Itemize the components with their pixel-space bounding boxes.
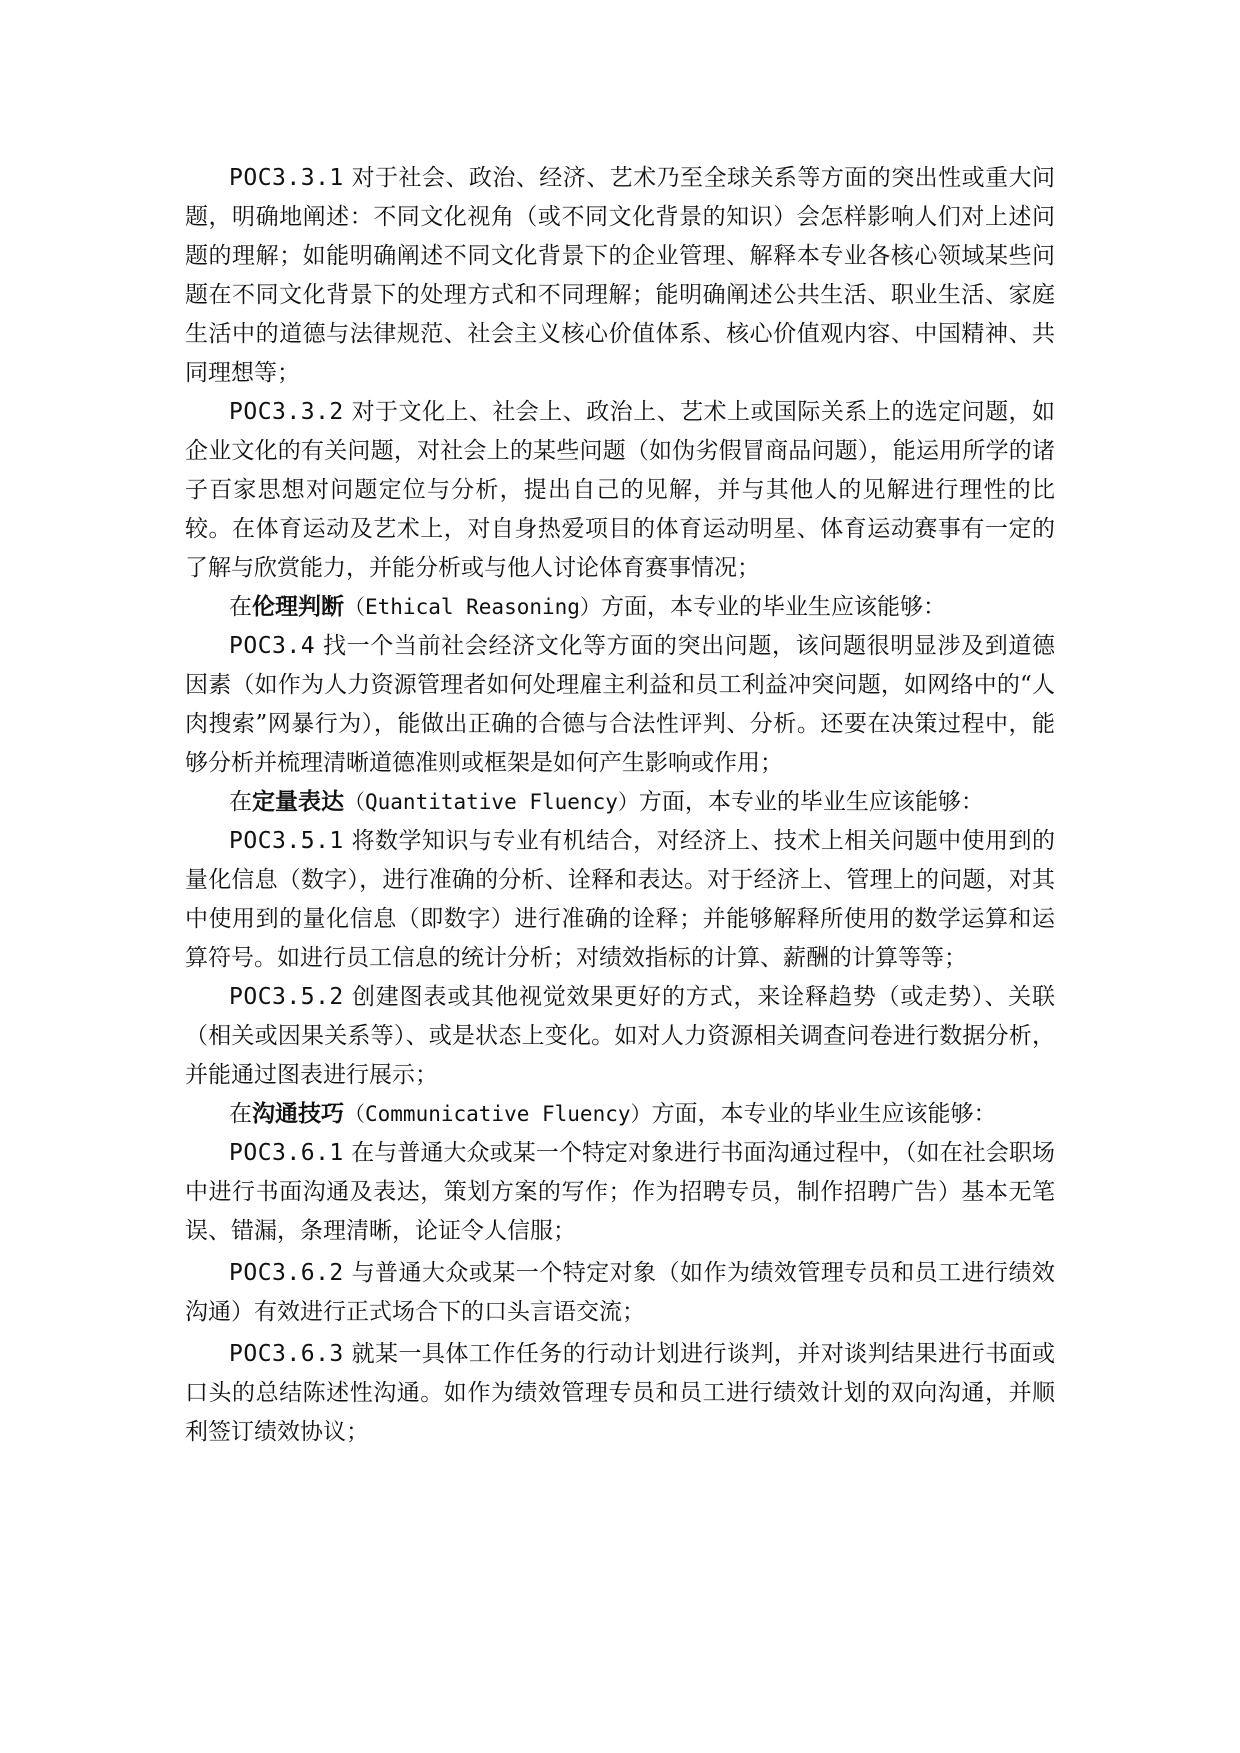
item-text: 就某一具体工作任务的行动计划进行谈判，并对谈判结果进行书面或口头的总结陈述性沟通。如作为绩效管理专员和员工进行绩效计划的双向沟通，并顺利签订绩效协议； bbox=[185, 1341, 1056, 1445]
paragraph-poc3-6-1 bbox=[185, 1134, 1055, 1251]
paragraph-poc3-3-2 bbox=[185, 393, 1055, 588]
item-text: 找一个当前社会经济文化等方面的突出问题，该问题很明显涉及到道德因素（如作为人力资源管理者如何处理雇主利益和员工利益冲突问题，如网络中的“人肉搜索”网暴行为），能做出正确的合德与合法性评判、分析。还要在决策过程中，能够分析并梳理清晰道德准则或框架是如何产生影响或作用； bbox=[185, 633, 1056, 776]
item-text: 创建图表或其他视觉效果更好的方式，来诠释趋势（或走势）、关联（相关或因果关系等）、或是状态上变化。如对人力资源相关调查问卷进行数据分析，并能通过图表进行展示； bbox=[185, 984, 1056, 1088]
heading-prefix: 在 bbox=[229, 1101, 252, 1127]
item-text: 与普通大众或某一个特定对象（如作为绩效管理专员和员工进行绩效沟通）有效进行正式场合下的口头言语交流； bbox=[185, 1260, 1056, 1325]
heading-suffix: 方面，本专业的毕业生应该能够： bbox=[638, 789, 984, 815]
heading-prefix: 在 bbox=[229, 594, 252, 620]
paragraph-poc3-6-3 bbox=[185, 1335, 1055, 1452]
paragraph-poc3-5-2 bbox=[185, 978, 1055, 1095]
item-code: POC3.6.2 bbox=[229, 1260, 344, 1286]
section-heading-quantitative-fluency bbox=[185, 783, 1055, 822]
heading-english: （Ethical Reasoning） bbox=[344, 595, 601, 619]
item-code: POC3.5.1 bbox=[229, 828, 344, 854]
paragraph-poc3-5-1 bbox=[185, 822, 1055, 978]
item-text: 对于社会、政治、经济、艺术乃至全球关系等方面的突出性或重大问题，明确地阐述：不同文化视角（或不同文化背景的知识）会怎样影响人们对上述问题的理解；如能明确阐述不同文化背景下的企业管理、解释本专业各核心领域某些问题在不同文化背景下的处理方式和不同理解；能明确阐述公共生活、职业生活、家庭生活中的道德与法律规范、社会主义核心价值体系、核心价值观内容、中国精神、共同理想等； bbox=[185, 165, 1056, 386]
heading-english: （Communicative Fluency） bbox=[344, 1102, 652, 1126]
item-code: POC3.3.2 bbox=[229, 399, 344, 425]
item-text: 在与普通大众或某一个特定对象进行书面沟通过程中，（如在社会职场中进行书面沟通及表达，策划方案的写作；作为招聘专员，制作招聘广告）基本无笔误、错漏，条理清晰，论证令人信服； bbox=[185, 1140, 1056, 1244]
heading-keyword: 定量表达 bbox=[252, 789, 344, 815]
heading-keyword: 沟通技巧 bbox=[252, 1101, 344, 1127]
heading-english: （Quantitative Fluency） bbox=[344, 790, 639, 814]
section-heading-communicative-fluency bbox=[185, 1095, 1055, 1134]
document-body bbox=[185, 159, 1055, 1452]
paragraph-poc3-3-1 bbox=[185, 159, 1055, 393]
heading-suffix: 方面，本专业的毕业生应该能够： bbox=[600, 594, 946, 620]
heading-prefix: 在 bbox=[229, 789, 252, 815]
item-text: 将数学知识与专业有机结合，对经济上、技术上相关问题中使用到的量化信息（数字），进行准确的分析、诠释和表达。对于经济上、管理上的问题，对其中使用到的量化信息（即数字）进行准确的诠释；并能够解释所使用的数学运算和运算符号。如进行员工信息的统计分析；对绩效指标的计算、薪酬的计算等等； bbox=[185, 828, 1056, 971]
heading-keyword: 伦理判断 bbox=[252, 594, 344, 620]
item-text: 对于文化上、社会上、政治上、艺术上或国际关系上的选定问题，如企业文化的有关问题，对社会上的某些问题（如伪劣假冒商品问题），能运用所学的诸子百家思想对问题定位与分析，提出自己的见解，并与其他人的见解进行理性的比较。在体育运动及艺术上，对自身热爱项目的体育运动明星、体育运动赛事有一定的了解与欣赏能力，并能分析或与他人讨论体育赛事情况； bbox=[185, 399, 1056, 581]
item-code: POC3.6.3 bbox=[229, 1341, 344, 1367]
section-heading-ethical-reasoning bbox=[185, 588, 1055, 627]
item-code: POC3.5.2 bbox=[229, 984, 344, 1010]
item-code: POC3.6.1 bbox=[229, 1140, 344, 1166]
paragraph-poc3-4 bbox=[185, 627, 1055, 783]
paragraph-poc3-6-2 bbox=[185, 1254, 1055, 1332]
heading-suffix: 方面，本专业的毕业生应该能够： bbox=[651, 1101, 997, 1127]
item-code: POC3.4 bbox=[229, 633, 316, 659]
item-code: POC3.3.1 bbox=[229, 165, 344, 191]
